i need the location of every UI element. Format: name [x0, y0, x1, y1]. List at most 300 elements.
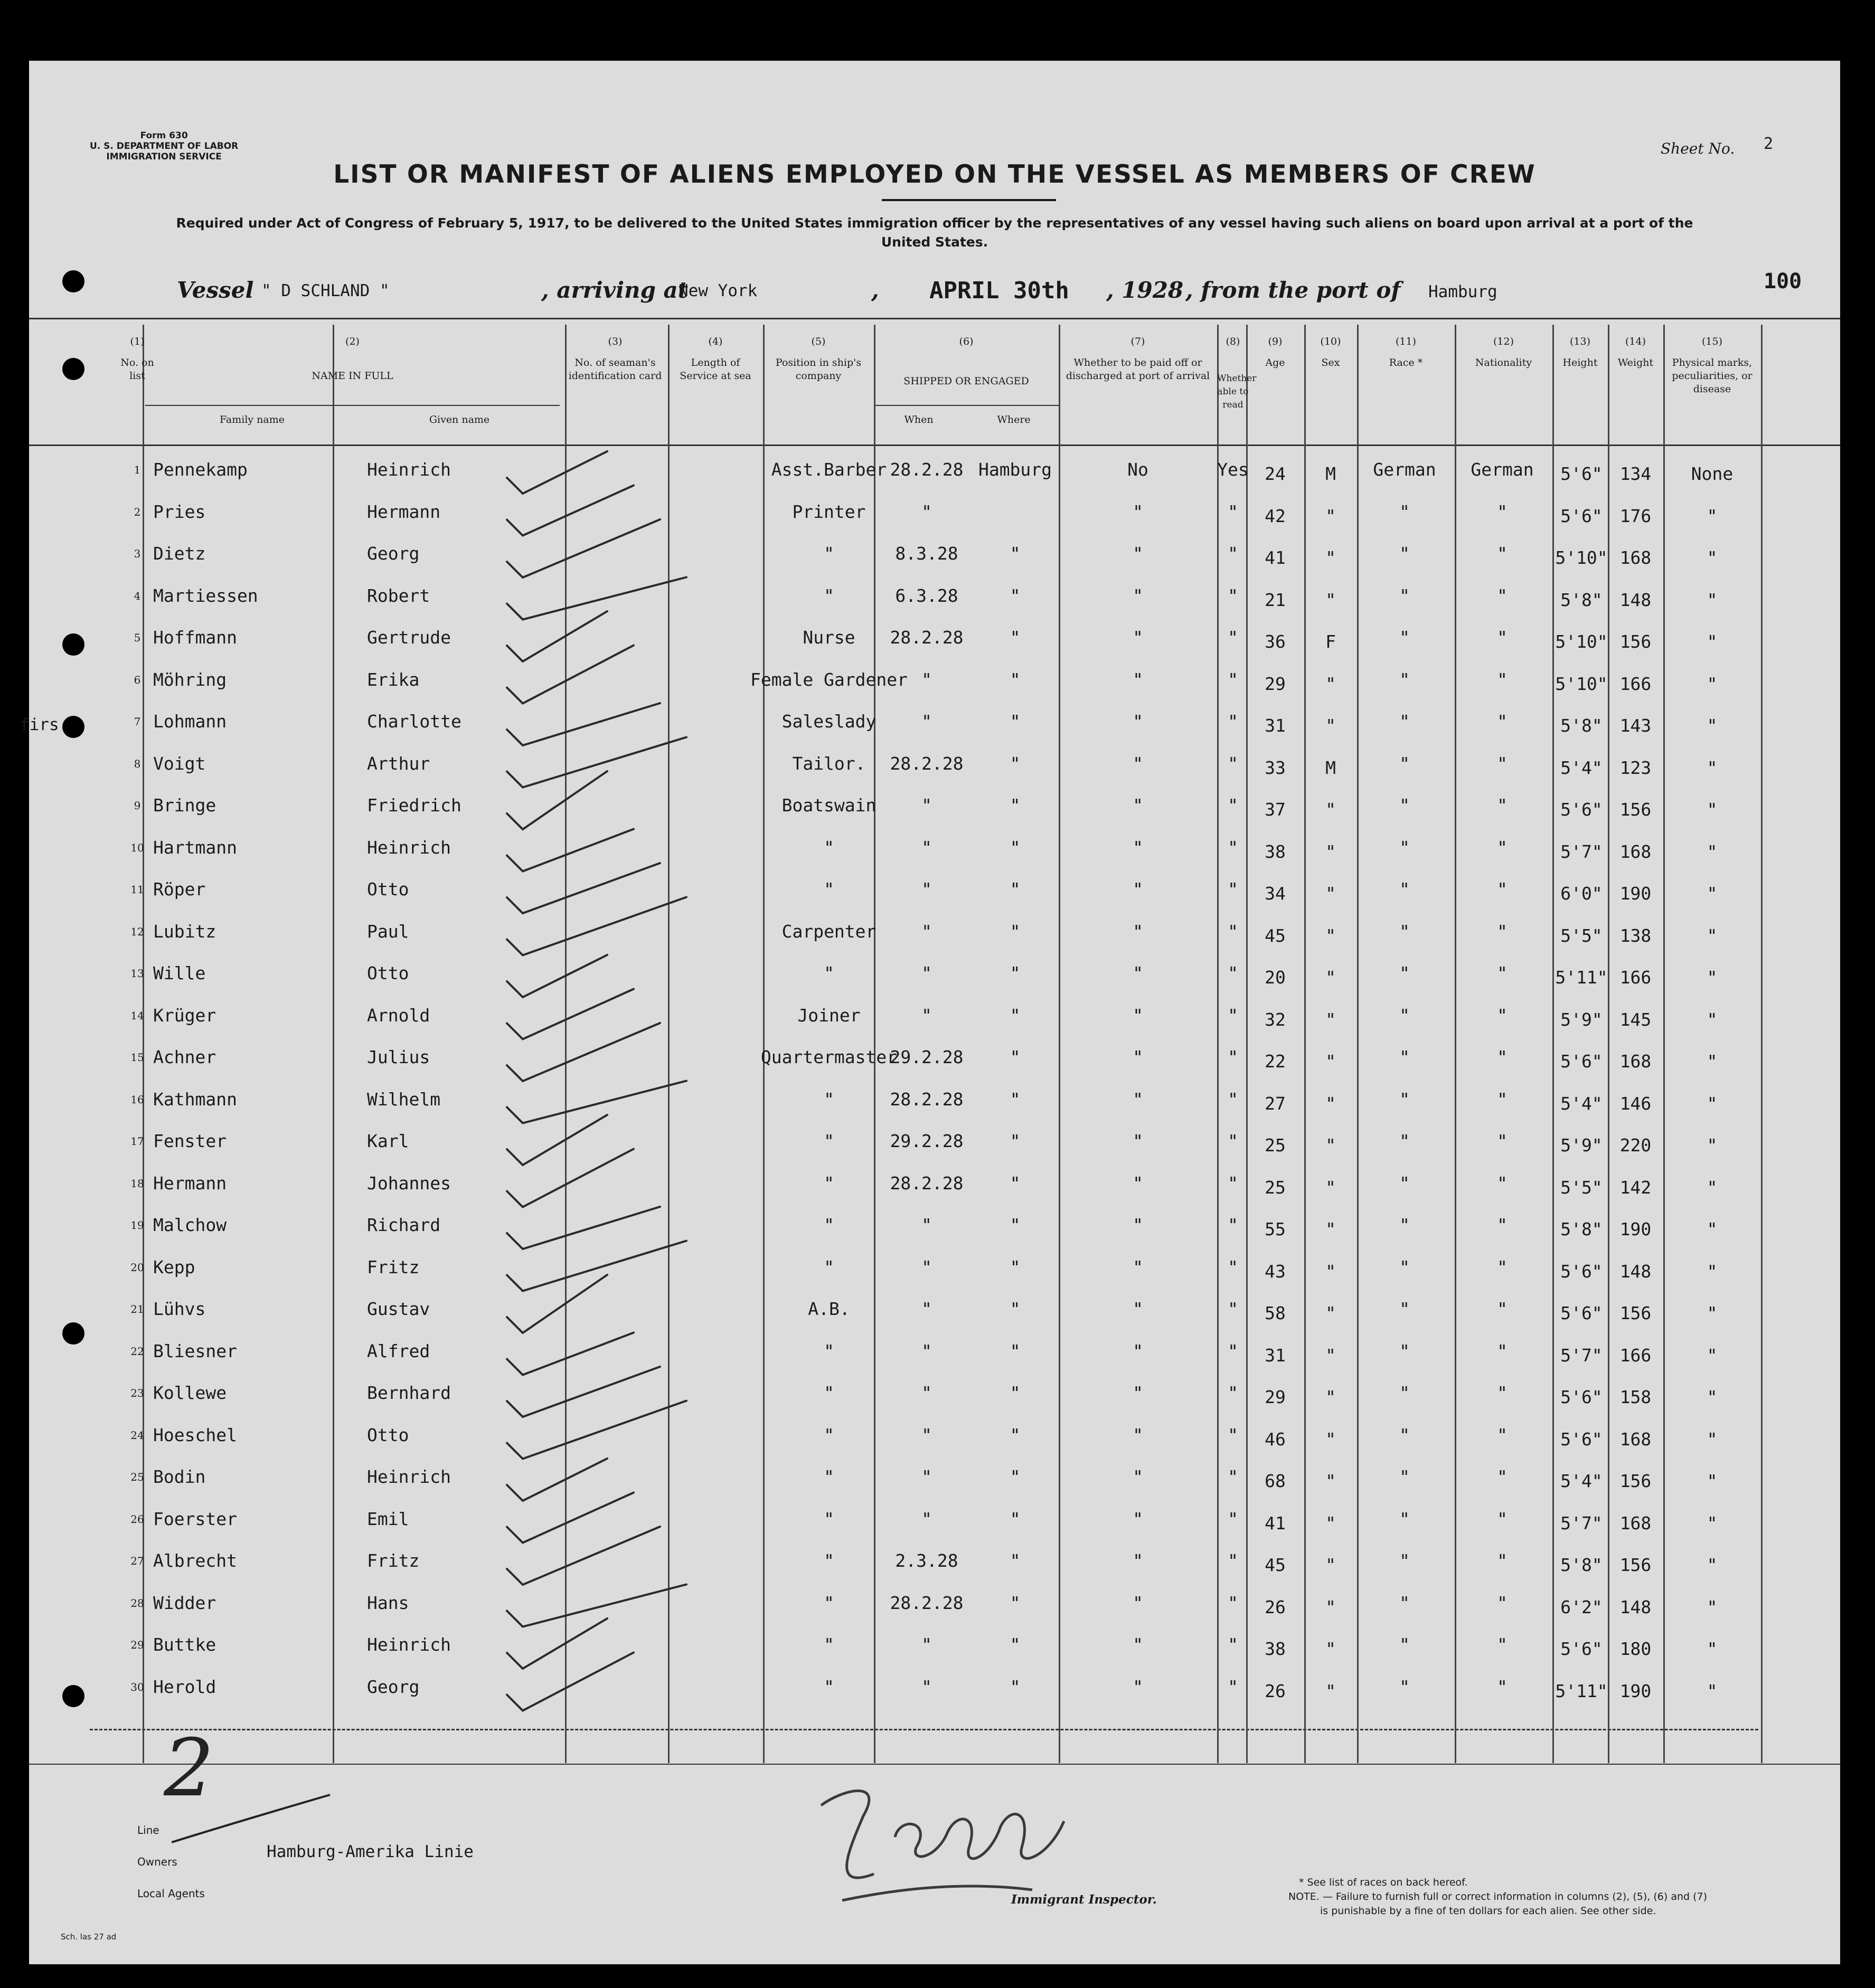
cell-read: " [1228, 1508, 1238, 1529]
cell-age: 21 [1265, 589, 1286, 610]
cell-weight: 168 [1619, 1428, 1652, 1450]
cell-nat: " [1497, 1592, 1507, 1613]
cell-nat: " [1497, 1508, 1507, 1529]
cell-family: Kepp [153, 1256, 195, 1277]
check-mark [507, 578, 686, 620]
cell-given: Karl [367, 1131, 409, 1151]
cell-no: 19 [130, 1219, 144, 1232]
cell-given: Arnold [367, 1005, 430, 1026]
cell-when: " [921, 1508, 932, 1529]
cell-position: Saleslady [781, 711, 877, 732]
cell-age: 41 [1265, 1512, 1286, 1533]
cell-given: Georg [367, 1676, 420, 1697]
cell-sex: " [1325, 967, 1336, 988]
cell-no: 24 [130, 1428, 144, 1442]
cell-weight: 156 [1619, 1303, 1652, 1323]
cell-sex: " [1325, 925, 1336, 946]
cell-where: " [1010, 1299, 1021, 1319]
cell-position: " [824, 1424, 834, 1445]
cell-weight: 168 [1619, 841, 1652, 862]
cell-height: 5'6" [1560, 1051, 1603, 1072]
cell-race: " [1399, 795, 1410, 816]
cell-position: Carpenter [781, 921, 877, 942]
check-mark [507, 1401, 686, 1459]
cell-where: " [1010, 753, 1021, 774]
cell-where: " [1010, 1592, 1021, 1613]
cell-marks: " [1707, 1555, 1718, 1575]
cell-age: 46 [1265, 1428, 1286, 1450]
cell-marks: " [1707, 1680, 1718, 1701]
cell-race: " [1399, 1172, 1410, 1194]
cell-read: " [1228, 1256, 1238, 1277]
races-note: * See list of races on back hereof. [1299, 1877, 1468, 1888]
cell-marks: " [1707, 757, 1718, 778]
cell-weight: 146 [1619, 1093, 1652, 1114]
cell-sex: " [1325, 673, 1336, 694]
cell-no: 14 [130, 1009, 144, 1022]
cell-position: " [824, 543, 834, 564]
cell-marks: " [1707, 1051, 1718, 1072]
cell-height: 5'6" [1560, 463, 1603, 484]
cell-nat: " [1497, 1383, 1507, 1403]
cell-given: Wilhelm [367, 1088, 441, 1110]
cell-family: Malchow [153, 1215, 227, 1235]
cell-height: 5'5" [1560, 925, 1603, 946]
cell-family: Lühvs [153, 1299, 206, 1319]
cell-paid: " [1133, 711, 1143, 732]
cell-when: 28.2.28 [890, 1172, 964, 1194]
cell-age: 45 [1265, 925, 1286, 946]
cell-weight: 168 [1619, 1051, 1652, 1072]
cell-weight: 138 [1619, 925, 1652, 946]
owners-label: Owners [137, 1856, 177, 1868]
cell-race: " [1399, 837, 1410, 858]
cell-nat: " [1497, 1172, 1507, 1194]
cell-no: 17 [130, 1135, 144, 1148]
cell-when: 8.3.28 [895, 543, 958, 564]
column-number: (1) [130, 336, 145, 347]
cell-weight: 145 [1619, 1009, 1652, 1030]
cell-race: " [1399, 1550, 1410, 1571]
cell-where: " [1010, 963, 1021, 983]
binder-hole [62, 716, 84, 738]
cell-age: 29 [1265, 1387, 1286, 1407]
cell-nat: " [1497, 669, 1507, 690]
cell-when: " [921, 1256, 932, 1277]
cell-no: 2 [134, 505, 141, 518]
cell-given: Julius [367, 1047, 430, 1067]
cell-paid: " [1133, 1466, 1143, 1487]
cell-nat: " [1497, 501, 1507, 522]
cell-marks: " [1707, 1596, 1718, 1617]
cell-read: " [1228, 1592, 1238, 1613]
cell-no: 26 [130, 1512, 144, 1526]
cell-read: " [1228, 1424, 1238, 1445]
cell-family: Hoffmann [153, 627, 237, 648]
cell-no: 7 [134, 715, 141, 728]
column-label: Whether able to read [1217, 373, 1257, 410]
cell-age: 25 [1265, 1177, 1286, 1198]
cell-when: 28.2.28 [890, 1592, 964, 1613]
cell-age: 55 [1265, 1219, 1286, 1239]
penalty-note-1: NOTE. — Failure to furnish full or correct information in columns (2), (5), (6) and (7) [1288, 1891, 1708, 1902]
page-title: LIST OR MANIFEST OF ALIENS EMPLOYED ON THE VESSEL AS MEMBERS OF CREW [333, 160, 1536, 189]
binder-hole [62, 270, 84, 292]
cell-weight: 156 [1619, 631, 1652, 652]
cell-marks: " [1707, 1135, 1718, 1156]
cell-given: Otto [367, 963, 409, 983]
cell-paid: " [1133, 501, 1143, 522]
cell-sex: " [1325, 1512, 1336, 1533]
cell-race: " [1399, 585, 1410, 606]
cell-read: " [1228, 1634, 1238, 1655]
cell-height: 5'9" [1560, 1009, 1603, 1030]
cell-where: " [1010, 1172, 1021, 1194]
cell-given: Charlotte [367, 711, 461, 732]
cell-age: 32 [1265, 1009, 1286, 1030]
cell-where: " [1010, 1088, 1021, 1110]
cell-when: " [921, 1005, 932, 1026]
cell-no: 30 [130, 1680, 144, 1693]
cell-given: Robert [367, 585, 430, 606]
cell-no: 18 [130, 1177, 144, 1190]
cell-weight: 123 [1619, 757, 1652, 778]
cell-read: " [1228, 1466, 1238, 1487]
cell-where: " [1010, 1340, 1021, 1361]
cell-when: " [921, 1424, 932, 1445]
cell-family: Martiessen [153, 585, 258, 606]
cell-marks: " [1707, 1471, 1718, 1491]
cell-race: " [1399, 627, 1410, 648]
column-label: Sex [1321, 357, 1340, 368]
cell-given: Paul [367, 921, 409, 942]
check-mark [507, 1023, 660, 1081]
cell-where: " [1010, 1383, 1021, 1403]
cell-sex: " [1325, 1051, 1336, 1072]
check-mark [507, 897, 686, 955]
cell-no: 10 [130, 841, 144, 854]
cell-read: " [1228, 1088, 1238, 1110]
cell-no: 28 [130, 1596, 144, 1610]
cell-no: 12 [130, 925, 144, 938]
cell-sex: " [1325, 1009, 1336, 1030]
cell-no: 5 [134, 631, 141, 644]
cell-read: " [1228, 963, 1238, 983]
cell-when: " [921, 1215, 932, 1235]
cell-age: 41 [1265, 547, 1286, 568]
cell-sex: " [1325, 1303, 1336, 1323]
cell-family: Herold [153, 1676, 216, 1697]
cell-weight: 142 [1619, 1177, 1652, 1198]
cell-height: 5'4" [1560, 1471, 1603, 1491]
cell-position: " [824, 1088, 834, 1110]
cell-weight: 158 [1619, 1387, 1652, 1407]
cell-paid: " [1133, 963, 1143, 983]
cell-family: Buttke [153, 1634, 216, 1655]
cell-nat: " [1497, 585, 1507, 606]
cell-marks: " [1707, 547, 1718, 568]
cell-marks: " [1707, 799, 1718, 820]
cell-when: 28.2.28 [890, 459, 964, 480]
cell-race: " [1399, 1340, 1410, 1361]
cell-weight: 148 [1619, 1261, 1652, 1282]
cell-nat: " [1497, 1215, 1507, 1235]
cell-where: Hamburg [978, 459, 1052, 480]
cell-no: 29 [130, 1639, 144, 1651]
column-sublabel: Where [997, 414, 1031, 425]
check-mark [507, 519, 660, 578]
cell-marks: " [1707, 1219, 1718, 1239]
cell-age: 31 [1265, 715, 1286, 736]
cell-weight: 166 [1619, 673, 1652, 694]
cell-height: 5'5" [1560, 1177, 1603, 1198]
cell-race: " [1399, 1299, 1410, 1319]
column-label: Height [1562, 357, 1598, 368]
cell-marks: " [1707, 715, 1718, 736]
cell-family: Wille [153, 963, 206, 983]
cell-given: Gertrude [367, 627, 451, 648]
cell-marks: " [1707, 1639, 1718, 1659]
cell-weight: 176 [1619, 505, 1652, 526]
cell-position: " [824, 585, 834, 606]
cell-where: " [1010, 837, 1021, 858]
cell-marks: " [1707, 1303, 1718, 1323]
cell-when: " [921, 963, 932, 983]
cell-paid: " [1133, 879, 1143, 900]
cell-no: 16 [130, 1093, 144, 1106]
cell-height: 5'6" [1560, 1387, 1603, 1407]
cell-paid: " [1133, 1172, 1143, 1194]
cell-given: Fritz [367, 1550, 420, 1571]
cell-age: 34 [1265, 883, 1286, 904]
cell-race: " [1399, 921, 1410, 942]
cell-read: " [1228, 1131, 1238, 1151]
cell-sex: " [1325, 505, 1336, 526]
cell-age: 24 [1265, 463, 1286, 484]
column-number: (14) [1625, 336, 1646, 347]
column-number: (3) [608, 336, 623, 347]
cell-family: Widder [153, 1592, 216, 1613]
check-mark [507, 1585, 686, 1627]
cell-nat: " [1497, 795, 1507, 816]
check-mark [507, 1367, 660, 1417]
check-mark [507, 863, 660, 913]
check-mark [507, 829, 634, 872]
handwritten-sheet-mark: 2 [164, 1722, 214, 1814]
sheet-number-label: Sheet No. [1661, 140, 1735, 157]
cell-family: Voigt [153, 753, 206, 774]
cell-where: " [1010, 879, 1021, 900]
vessel-label: Vessel [177, 277, 254, 303]
cell-read: " [1228, 1383, 1238, 1403]
cell-marks: " [1707, 631, 1718, 652]
cell-read: " [1228, 501, 1238, 522]
binder-hole [62, 358, 84, 380]
cell-race: " [1399, 1676, 1410, 1697]
cell-height: 5'9" [1560, 1135, 1603, 1156]
cell-marks: " [1707, 925, 1718, 946]
cell-paid: " [1133, 1215, 1143, 1235]
cell-nat: " [1497, 1256, 1507, 1277]
cell-age: 33 [1265, 757, 1286, 778]
cell-when: " [921, 1466, 932, 1487]
cell-marks: " [1707, 1345, 1718, 1366]
cell-race: German [1373, 459, 1436, 480]
cell-given: Heinrich [367, 837, 451, 858]
line-label: Line [137, 1824, 159, 1836]
cell-age: 58 [1265, 1303, 1286, 1323]
column-label: Physical marks, peculiarities, or disease [1672, 357, 1752, 395]
cell-given: Erika [367, 669, 420, 690]
cell-height: 5'10" [1555, 673, 1608, 694]
cell-sex: " [1325, 1387, 1336, 1407]
cell-race: " [1399, 669, 1410, 690]
cell-paid: " [1133, 1340, 1143, 1361]
cell-sex: " [1325, 799, 1336, 820]
sheet-number-value: 2 [1764, 135, 1774, 153]
cell-sex: " [1325, 1177, 1336, 1198]
cell-marks: None [1691, 463, 1733, 484]
cell-sex: M [1325, 463, 1336, 484]
cell-position: " [824, 1466, 834, 1487]
cell-weight: 148 [1619, 1596, 1652, 1617]
arriving-port: New York [679, 281, 758, 300]
column-label: NAME IN FULL [312, 370, 393, 382]
cell-height: 5'8" [1560, 1555, 1603, 1575]
cell-weight: 166 [1619, 967, 1652, 988]
cell-height: 5'6" [1560, 1303, 1603, 1323]
cell-nat: " [1497, 921, 1507, 942]
cell-family: Möhring [153, 669, 227, 690]
check-mark [507, 771, 607, 829]
cell-nat: " [1497, 837, 1507, 858]
cell-weight: 143 [1619, 715, 1652, 736]
cell-paid: " [1133, 543, 1143, 564]
cell-sex: " [1325, 1596, 1336, 1617]
cell-read: " [1228, 1299, 1238, 1319]
column-label: SHIPPED OR ENGAGED [903, 375, 1029, 387]
cell-position: " [824, 1340, 834, 1361]
cell-when: " [921, 837, 932, 858]
check-mark [507, 1207, 660, 1249]
cell-given: Friedrich [367, 795, 461, 816]
cell-position: " [824, 1172, 834, 1194]
binder-hole [62, 633, 84, 656]
cell-weight: 180 [1619, 1639, 1652, 1659]
check-mark [507, 1275, 607, 1333]
column-number: (12) [1493, 336, 1514, 347]
cell-position: Joiner [797, 1005, 861, 1026]
cell-when: " [921, 795, 932, 816]
cell-given: Alfred [367, 1340, 430, 1361]
cell-height: 5'4" [1560, 757, 1603, 778]
cell-sex: F [1325, 631, 1336, 652]
cell-family: Pries [153, 501, 206, 522]
cell-position: " [824, 879, 834, 900]
check-mark [507, 1149, 634, 1207]
cell-given: Bernhard [367, 1383, 451, 1403]
cell-when: 2.3.28 [895, 1550, 958, 1571]
cell-when: " [921, 1340, 932, 1361]
check-mark [507, 646, 634, 704]
cell-weight: 156 [1619, 1555, 1652, 1575]
column-label: Position in ship's company [775, 357, 862, 382]
cell-position: " [824, 1592, 834, 1613]
cell-no: 6 [134, 673, 141, 686]
column-label: No. of seaman's identification card [568, 357, 662, 382]
cell-given: Otto [367, 879, 409, 900]
cell-height: 5'6" [1560, 799, 1603, 820]
cell-when: 29.2.28 [890, 1047, 964, 1067]
cell-no: 13 [130, 967, 144, 980]
column-sublabel: Given name [429, 414, 490, 425]
cell-paid: " [1133, 921, 1143, 942]
cell-given: Heinrich [367, 1466, 451, 1487]
cell-no: 22 [130, 1345, 144, 1358]
cell-read: " [1228, 921, 1238, 942]
cell-age: 36 [1265, 631, 1286, 652]
cell-nat: " [1497, 627, 1507, 648]
cell-nat: " [1497, 879, 1507, 900]
cell-paid: " [1133, 1299, 1143, 1319]
cell-sex: " [1325, 1093, 1336, 1114]
column-label: Whether to be paid off or discharged at port of arrival [1066, 357, 1210, 382]
cell-read: " [1228, 1047, 1238, 1067]
cell-sex: " [1325, 1219, 1336, 1239]
cell-read: " [1228, 879, 1238, 900]
cell-marks: " [1707, 1261, 1718, 1282]
cell-when: " [921, 1299, 932, 1319]
cell-height: 5'6" [1560, 1639, 1603, 1659]
cell-where: " [1010, 1550, 1021, 1571]
cell-when: " [921, 1676, 932, 1697]
cell-nat: " [1497, 1299, 1507, 1319]
cell-position: Boatswain [781, 795, 877, 816]
cell-when: " [921, 1383, 932, 1403]
cell-where: " [1010, 543, 1021, 564]
cell-age: 43 [1265, 1261, 1286, 1282]
cell-height: 5'6" [1560, 1261, 1603, 1282]
check-mark [507, 1241, 686, 1291]
cell-nat: German [1471, 459, 1534, 480]
cell-age: 26 [1265, 1680, 1286, 1701]
cell-sex: " [1325, 547, 1336, 568]
cell-nat: " [1497, 963, 1507, 983]
cell-paid: " [1133, 585, 1143, 606]
cell-race: " [1399, 1256, 1410, 1277]
cell-family: Bliesner [153, 1340, 237, 1361]
cell-family: Bringe [153, 795, 216, 816]
cell-height: 5'11" [1555, 967, 1608, 988]
cell-given: Hans [367, 1592, 409, 1613]
cell-position: Female Gardener [750, 669, 908, 690]
column-number: (7) [1130, 336, 1145, 347]
from-port-label: , from the port of [1185, 277, 1401, 303]
cell-marks: " [1707, 1428, 1718, 1450]
cell-age: 45 [1265, 1555, 1286, 1575]
cell-family: Röper [153, 879, 206, 900]
cell-when: " [921, 669, 932, 690]
cell-marks: " [1707, 1177, 1718, 1198]
cell-paid: " [1133, 627, 1143, 648]
column-number: (8) [1226, 336, 1240, 347]
cell-marks: " [1707, 967, 1718, 988]
cell-paid: " [1133, 1424, 1143, 1445]
cell-family: Dietz [153, 543, 206, 564]
column-number: (11) [1395, 336, 1416, 347]
check-mark [507, 1653, 634, 1711]
cell-where: " [1010, 1215, 1021, 1235]
